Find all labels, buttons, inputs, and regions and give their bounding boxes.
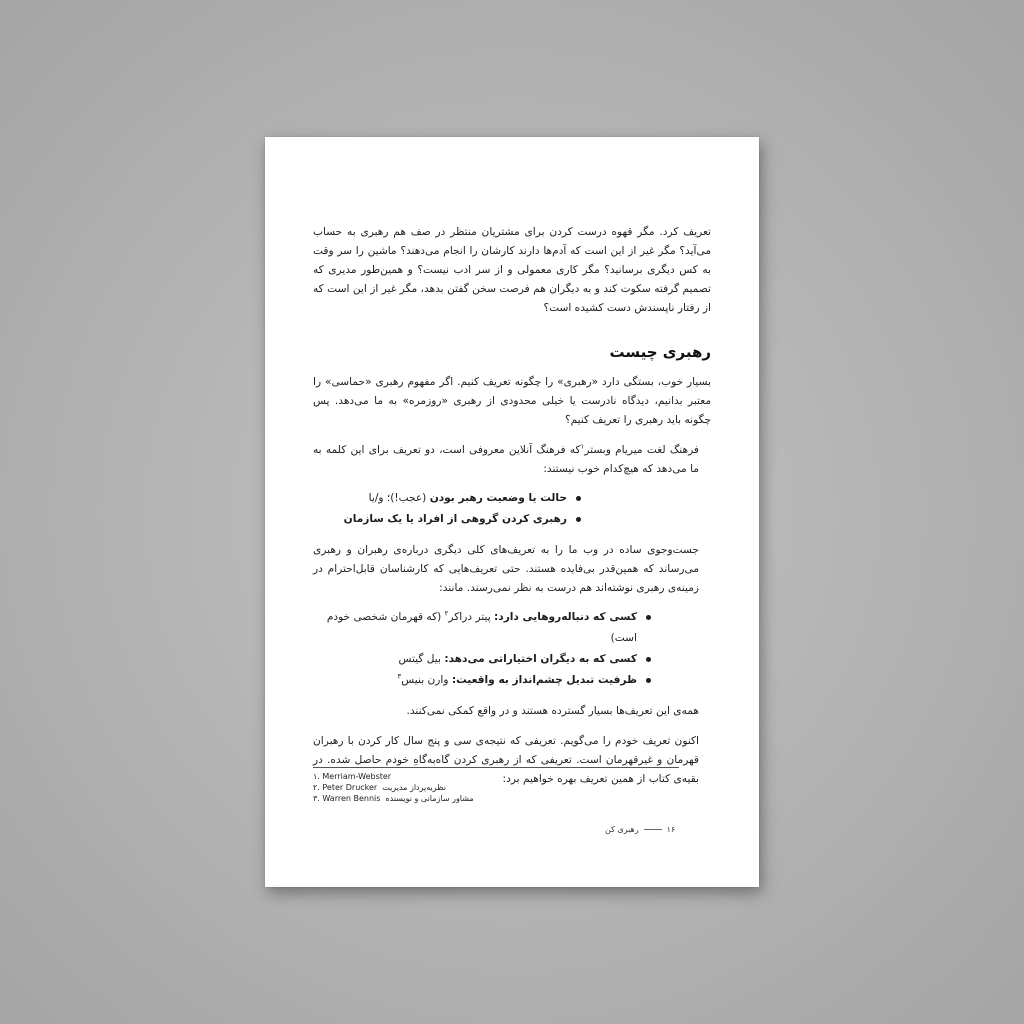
- footnote-ref-3: ۳: [397, 672, 402, 681]
- footnote-description: نظریه‌پرداز مدیریت: [382, 783, 446, 792]
- bullet-icon: [576, 496, 581, 501]
- footnote-number: ۱.: [313, 772, 320, 781]
- definition-author: بیل گیتس: [398, 653, 445, 665]
- footnote-number: ۲.: [313, 783, 320, 792]
- definition-bold: کسی که به دیگران اختیاراتی می‌دهد:: [444, 653, 637, 665]
- list-item: [313, 509, 581, 530]
- footnote-ref-1: ۱: [580, 442, 585, 451]
- dictionary-definitions-list: [313, 488, 711, 530]
- footnote-2: [313, 782, 679, 793]
- footnote-name: Merriam-Webster: [322, 772, 392, 781]
- page-footer: [605, 825, 675, 834]
- page-body: [313, 223, 711, 789]
- list-item: [313, 488, 581, 509]
- definition-bold: رهبری کردن گروهی از افراد یا یک سازمان: [343, 513, 567, 525]
- footnote-1: [313, 771, 679, 782]
- footnote-number: ۳.: [313, 794, 320, 803]
- book-page: [265, 137, 759, 887]
- expert-definitions-list: [313, 607, 711, 691]
- dictionary-text-before-ref: فرهنگ لغت میریام وبستر: [584, 444, 699, 456]
- paragraph-dictionary: [313, 441, 711, 479]
- bullet-icon: [646, 615, 651, 620]
- bullet-icon: [576, 517, 581, 522]
- footnote-ref-2: ۲: [444, 609, 449, 618]
- dictionary-text-after-ref: که فرهنگ آنلاین معروفی است، دو تعریف برای این کلمه به ما می‌دهد که هیچ‌کدام خوب نیستند:: [313, 444, 699, 475]
- list-item: [313, 670, 651, 691]
- book-title: رهبری کن: [605, 825, 639, 834]
- page-number: ۱۶: [666, 825, 676, 834]
- footnote-3: [313, 793, 679, 804]
- bullet-icon: [646, 657, 651, 662]
- footer-divider: [644, 829, 662, 830]
- definition-bold: کسی که دنباله‌روهایی دارد:: [494, 611, 637, 623]
- paragraph-own-definition: اکنون تعریف خودم را می‌گویم. تعریفی که نتیجه‌ی سی و پنج سال کار کردن با رهبران قهرمان و غیرقهرمان است. تعریفی که از رهبری کردن گاه‌به‌گاهِ خودم حاصل شده. در بقیه‌ی کتاب از همین تعریف بهره خواهیم برد:: [313, 735, 699, 785]
- footnotes: [313, 767, 679, 804]
- definition-author: وارن بنیس: [401, 674, 452, 686]
- paragraph-definition-question: بسیار خوب، بستگی دارد «رهبری» را چگونه تعریف کنیم. اگر مفهوم رهبری «حماسی» را معتبر بدانیم، دیدگاه نادرست یا خیلی محدودی از رهبری «روزمره» به ما می‌دهد. پس چگونه باید رهبری را تعریف کنیم؟: [313, 376, 711, 426]
- definition-rest: (عجب!)؛ و/یا: [368, 492, 430, 504]
- list-item: [313, 649, 651, 670]
- definition-bold: حالت یا وضعیت رهبر بودن: [429, 492, 567, 504]
- definition-author: پیتر دراکر: [448, 611, 495, 623]
- footnote-name: Peter Drucker: [322, 783, 378, 792]
- definition-note: (که قهرمان شخصی خودم است): [326, 611, 637, 644]
- intro-paragraph: تعریف کرد. مگر قهوه درست کردن برای مشتریان منتظر در صف هم رهبری به حساب می‌آید؟ مگر غیر از این است که آدم‌ها دارند کارشان را انجام می‌دهند؟ ماشین را سر وقت به کس دیگری برسانید؟ مگر کاری معمولی و از سر ادب نیست؟ و همین‌طور مدیری که تصمیم گرفته سکوت کند و به دیگران هم فرصت سخن گفتن بدهد، مگر غیر از این است که از رفتار ناپسندش دست کشیده است؟: [313, 226, 711, 314]
- footnote-description: مشاور سازمانی و نویسنده: [385, 794, 474, 803]
- bullet-icon: [646, 678, 651, 683]
- definition-bold: ظرفیت تبدیل چشم‌انداز به واقعیت:: [451, 674, 637, 686]
- section-heading: رهبری چیست: [609, 343, 711, 361]
- footnote-name: Warren Bennis: [322, 794, 381, 803]
- list-item: [313, 607, 651, 649]
- paragraph-web-search: جست‌وجوی ساده در وب ما را به تعریف‌های کلی دیگری درباره‌ی رهبران و رهبری می‌رساند که همین‌قدر بی‌فایده هستند. حتی تعریف‌هایی که کارشناسان قابل‌احترام در زمینه‌ی رهبری نوشته‌اند هم درست به نظر نمی‌رسند. مانند:: [313, 544, 699, 594]
- paragraph-summary: همه‌ی این تعریف‌ها بسیار گسترده هستند و در واقع کمکی نمی‌کنند.: [406, 705, 699, 717]
